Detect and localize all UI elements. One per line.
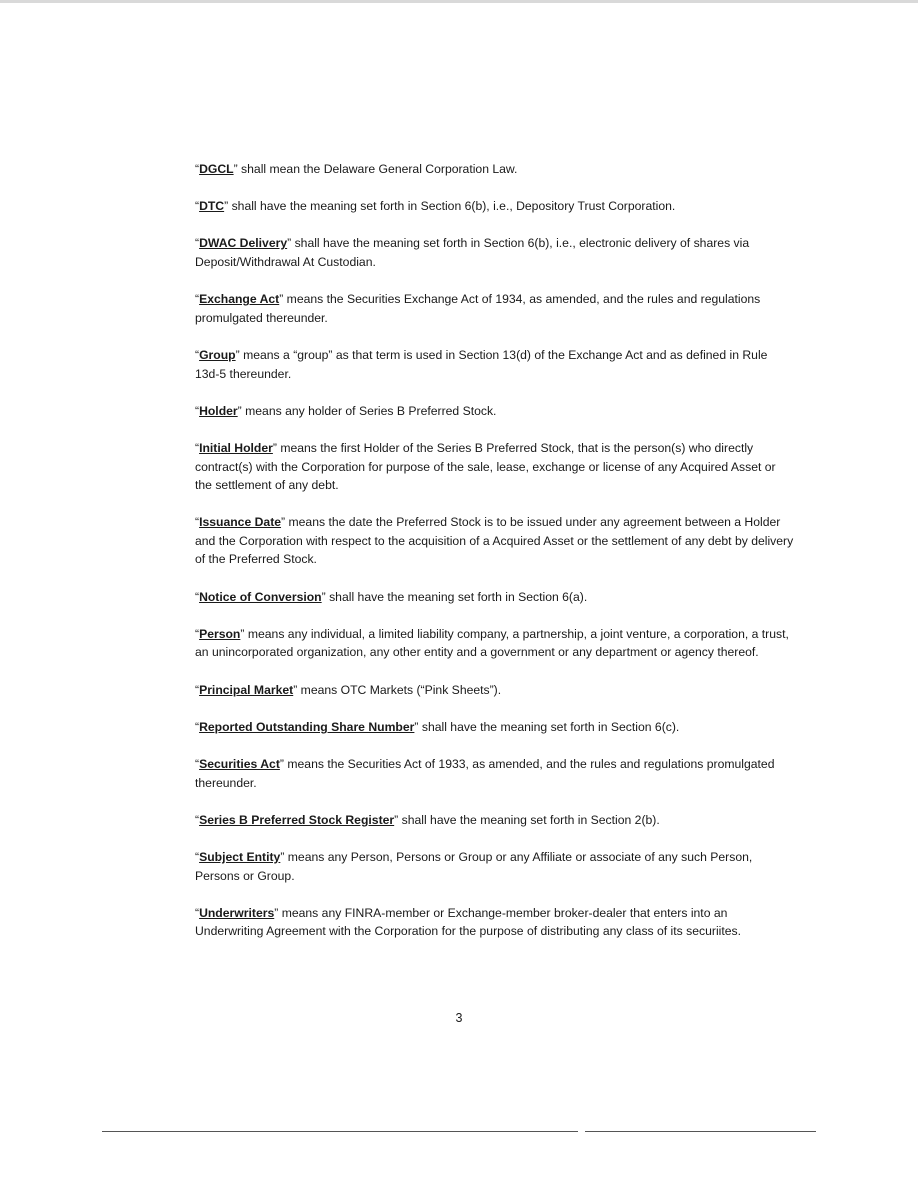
defined-term: Exchange Act bbox=[199, 292, 280, 307]
defined-term: Issuance Date bbox=[199, 515, 282, 530]
definition-text: shall mean the Delaware General Corporation Law. bbox=[237, 162, 518, 176]
definition-initial-holder: “Initial Holder” means the first Holder of the Series B Preferred Stock, that is the person(s) who directly contract(s) with the Corporation for purpose of the sale, lease, exchange or license of any Acquired Asset or the settlement of any debt. bbox=[195, 440, 776, 493]
definition-dwac-delivery: “DWAC Delivery” shall have the meaning set forth in Section 6(b), i.e., electronic delivery of shares via Deposit/Withdrawal At Custodian. bbox=[195, 236, 750, 269]
definition-text: means any FINRA-member or Exchange-member broker-dealer that enters into an Underwriting Agreement with the Corporation for the purpose of distributing any class of its securiites. bbox=[195, 905, 741, 939]
definition-text: means the Securities Exchange Act of 1934, as amended, and the rules and regulations promulgated thereunder. bbox=[195, 292, 761, 325]
defined-term: Group bbox=[199, 347, 236, 362]
footer-rule-left bbox=[102, 1131, 578, 1132]
definition-underwriters: “Underwriters” means any FINRA-member or Exchange-member broker-dealer that enters into an Underwriting Agreement with the Corporation for the purpose of distributing any class of its securiites. bbox=[195, 905, 741, 939]
definition-text: means any holder of Series B Preferred Stock. bbox=[241, 403, 497, 418]
definition-text: means any Person, Persons or Group or any Affiliate or associate of any such Person, Persons or Group. bbox=[195, 849, 753, 883]
definition-securities-act: “Securities Act” means the Securities Act of 1933, as amended, and the rules and regulations promulgated thereunder. bbox=[195, 757, 775, 790]
defined-term: Subject Entity bbox=[199, 849, 281, 864]
definition-series-b-preferred-stock-register: “Series B Preferred Stock Register” shall have the meaning set forth in Section 2(b). bbox=[195, 812, 660, 827]
definition-group: “Group” means a “group” as that term is used in Section 13(d) of the Exchange Act and as defined in Rule 13d-5 thereunder. bbox=[195, 347, 768, 381]
defined-term: DTC bbox=[199, 199, 225, 214]
definition-person: “Person” means any individual, a limited liability company, a partnership, a joint venture, a corporation, a trust, an unincorporated organization, any other entity and a government or any department or agency thereof. bbox=[195, 626, 789, 660]
defined-term: Person bbox=[199, 626, 241, 641]
definition-reported-outstanding-share-number: “Reported Outstanding Share Number” shall have the meaning set forth in Section 6(c). bbox=[195, 719, 680, 734]
defined-term: Underwriters bbox=[199, 905, 275, 920]
defined-term: Series B Preferred Stock Register bbox=[199, 812, 395, 827]
definition-holder: “Holder” means any holder of Series B Preferred Stock. bbox=[195, 403, 497, 418]
definition-issuance-date: “Issuance Date” means the date the Preferred Stock is to be issued under any agreement between a Holder and the Corporation with respect to the acquisition of a Acquired Asset or the settlement of any debt by delivery of the Preferred Stock. bbox=[195, 515, 794, 567]
definition-notice-of-conversion: “Notice of Conversion” shall have the meaning set forth in Section 6(a). bbox=[195, 589, 588, 604]
definition-text: shall have the meaning set forth in Section 6(b), i.e., electronic delivery of shares via Deposit/Withdrawal At Custodian. bbox=[195, 236, 750, 269]
defined-term: Holder bbox=[199, 403, 238, 418]
defined-term: DWAC Delivery bbox=[199, 236, 288, 251]
definition-text: means the date the Preferred Stock is to be issued under any agreement between a Holder and the Corporation with respect to the acquisition of a Acquired Asset or the settlement of any debt by delivery of the Preferred Stock. bbox=[195, 515, 794, 567]
definition-text: shall have the meaning set forth in Section 6(a). bbox=[325, 589, 588, 604]
defined-term: Principal Market bbox=[199, 682, 294, 697]
definition-dtc: “DTC” shall have the meaning set forth in Section 6(b), i.e., Depository Trust Corporation. bbox=[195, 199, 676, 214]
defined-term: Notice of Conversion bbox=[199, 589, 322, 604]
definition-principal-market: “Principal Market” means OTC Markets (“Pink Sheets”). bbox=[195, 682, 502, 697]
definition-subject-entity: “Subject Entity” means any Person, Persons or Group or any Affiliate or associate of any such Person, Persons or Group. bbox=[195, 849, 753, 883]
definition-text: means a “group” as that term is used in Section 13(d) of the Exchange Act and as defined in Rule 13d-5 thereunder. bbox=[195, 347, 768, 381]
definition-text: means any individual, a limited liability company, a partnership, a joint venture, a corporation, a trust, an unincorporated organization, any other entity and a government or any department or agency thereof. bbox=[195, 626, 789, 660]
scan-top-edge bbox=[0, 0, 918, 3]
definition-text: means OTC Markets (“Pink Sheets”). bbox=[297, 682, 502, 697]
defined-term: Reported Outstanding Share Number bbox=[199, 719, 415, 734]
footer-rule-right bbox=[585, 1131, 816, 1132]
definition-text: means the Securities Act of 1933, as amended, and the rules and regulations promulgated thereunder. bbox=[195, 757, 775, 790]
defined-term: DGCL bbox=[199, 162, 234, 176]
definition-text: shall have the meaning set forth in Section 6(c). bbox=[418, 719, 680, 734]
page-number: 3 bbox=[455, 1011, 463, 1025]
definitions-list bbox=[195, 160, 795, 960]
definition-text: shall have the meaning set forth in Section 2(b). bbox=[398, 812, 660, 827]
definition-text: shall have the meaning set forth in Section 6(b), i.e., Depository Trust Corporation. bbox=[228, 199, 676, 214]
defined-term: Initial Holder bbox=[199, 440, 273, 455]
definition-text: means the first Holder of the Series B Preferred Stock, that is the person(s) who directly contract(s) with the Corporation for purpose of the sale, lease, exchange or license of any Acquired Asset or the settlement of any debt. bbox=[195, 440, 776, 493]
definition-exchange-act: “Exchange Act” means the Securities Exchange Act of 1934, as amended, and the rules and regulations promulgated thereunder. bbox=[195, 292, 761, 325]
definition-dgcl: “DGCL” shall mean the Delaware General Corporation Law. bbox=[195, 162, 518, 176]
defined-term: Securities Act bbox=[199, 757, 280, 771]
